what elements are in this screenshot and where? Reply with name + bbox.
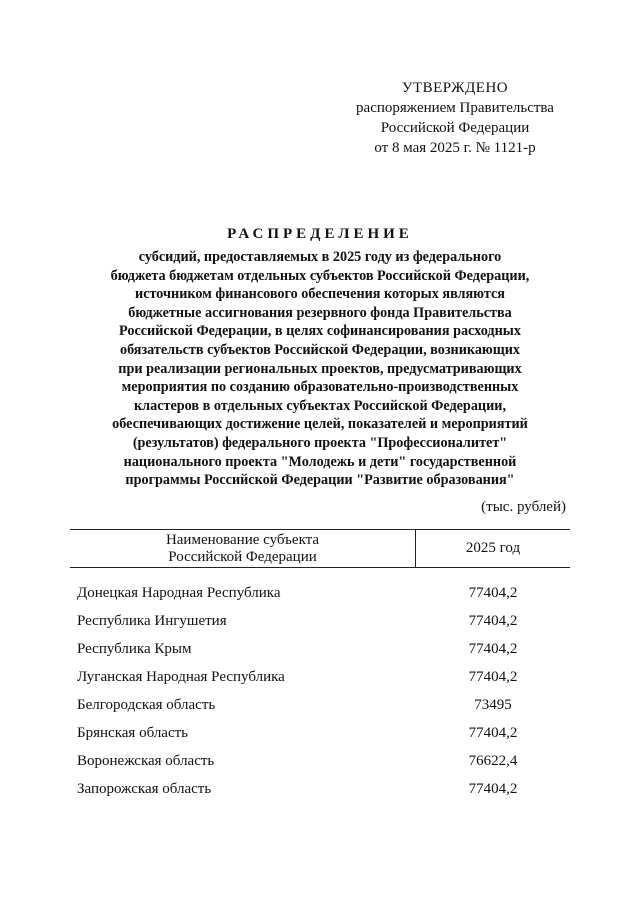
approval-title: УТВЕРЖДЕНО [401, 80, 509, 96]
approval-line-2: Российской Федерации [380, 120, 530, 136]
table-row [70, 719, 570, 747]
amount-value: 76622,4 [468, 753, 518, 769]
document-subtitle [90, 248, 550, 490]
table-row [70, 607, 570, 635]
subtitle-line: мероприятия по созданию образовательно-производственных [121, 379, 519, 396]
table-body [70, 568, 570, 803]
region-name: Республика Ингушетия [77, 613, 227, 629]
subtitle-line: источником финансового обеспечения которых являются [135, 286, 505, 303]
header-region-line-1: Наименование субъекта [165, 532, 320, 548]
header-region-line-2: Российской Федерации [168, 549, 317, 565]
distribution-table [70, 529, 570, 803]
amount-value: 77404,2 [468, 725, 518, 741]
subtitle-line: программы Российской Федерации "Развитие образования" [125, 472, 515, 489]
amount-value: 77404,2 [468, 585, 518, 601]
amount-value: 77404,2 [468, 781, 518, 797]
subtitle-line: (результатов) федерального проекта "Профессионалитет" [132, 434, 508, 451]
region-name: Луганская Народная Республика [77, 669, 285, 685]
table-row [70, 775, 570, 803]
region-name: Воронежская область [77, 753, 215, 769]
header-year: 2025 год [465, 540, 521, 556]
table-header [70, 529, 570, 568]
table-row [70, 579, 570, 607]
subtitle-line: субсидий, предоставляемых в 2025 году из федерального [138, 249, 502, 265]
subtitle-line: Российской Федерации, в целях софинансирования расходных [119, 323, 521, 340]
units-label: (тыс. рублей) [481, 499, 566, 515]
document-heading: РАСПРЕДЕЛЕНИЕ [227, 226, 413, 242]
region-name: Республика Крым [77, 641, 192, 657]
subtitle-line: бюджетные ассигнования резервного фонда Правительства [128, 304, 512, 321]
subtitle-line: национального проекта "Молодежь и дети" государственной [123, 453, 517, 470]
region-name: Брянская область [77, 725, 189, 741]
subtitle-line: кластеров в отдельных субъектах Российской Федерации, [133, 397, 506, 414]
subtitle-line: обязательств субъектов Российской Федерации, возникающих [119, 341, 521, 358]
table-row [70, 635, 570, 663]
approval-stamp [340, 78, 570, 158]
subtitle-line: обеспечивающих достижение целей, показателей и мероприятий [112, 416, 528, 433]
amount-value: 77404,2 [468, 669, 518, 685]
region-name: Донецкая Народная Республика [77, 585, 281, 601]
table-row [70, 691, 570, 719]
region-name: Запорожская область [77, 781, 212, 797]
table-row [70, 663, 570, 691]
region-name: Белгородская область [77, 697, 216, 713]
header-region-name [70, 532, 415, 566]
approval-line-1: распоряжением Правительства [356, 100, 554, 116]
table-row [70, 747, 570, 775]
subtitle-line: при реализации региональных проектов, предусматривающих [118, 360, 522, 377]
amount-value: 77404,2 [468, 613, 518, 629]
amount-value: 73495 [474, 697, 512, 713]
approval-line-3: от 8 мая 2025 г. № 1121-р [374, 140, 536, 156]
subtitle-line: бюджета бюджетам отдельных субъектов Российской Федерации, [110, 267, 530, 284]
amount-value: 77404,2 [468, 641, 518, 657]
